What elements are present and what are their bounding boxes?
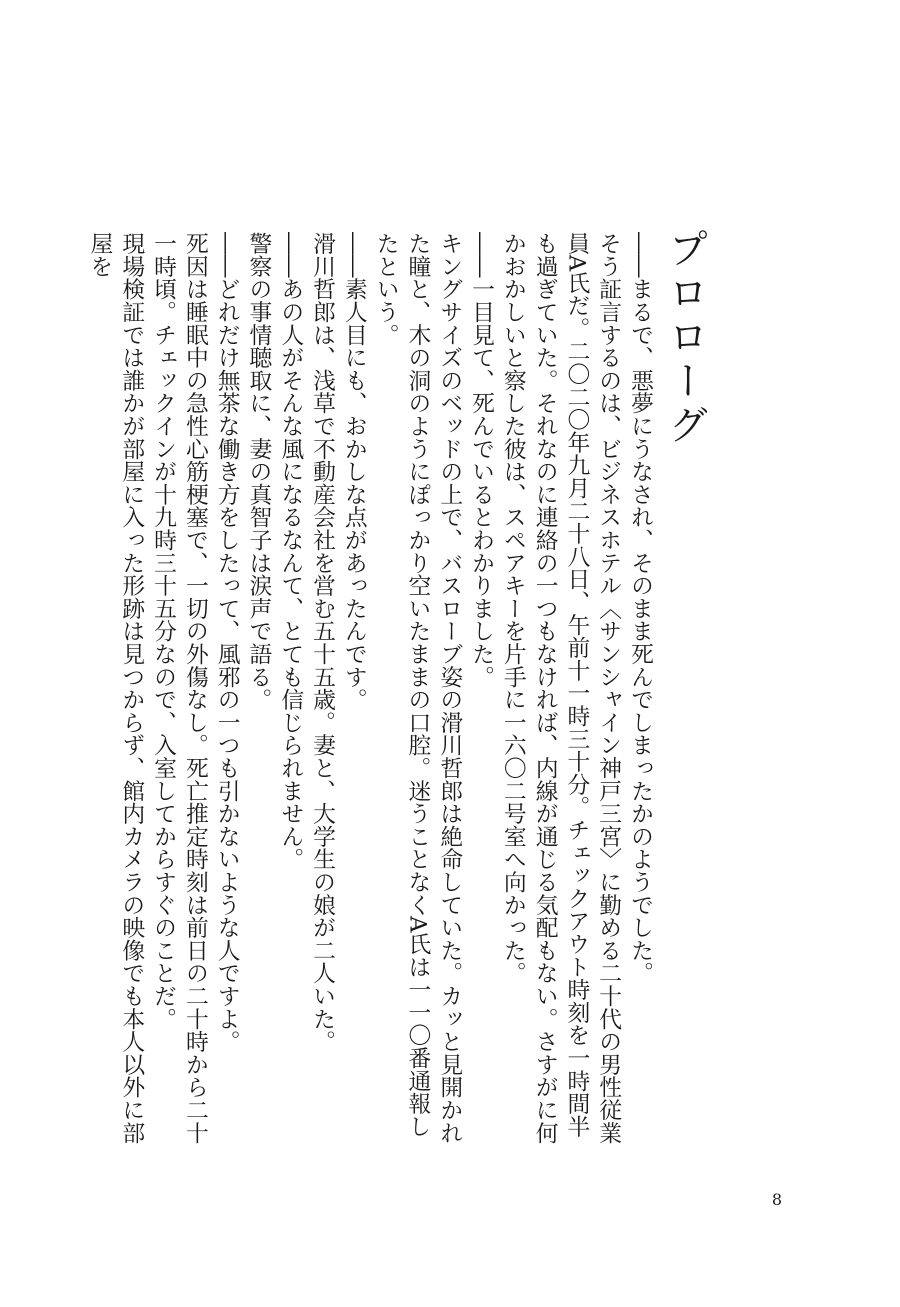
paragraph: 現場検証では誰かが部屋に入った形跡は見つからず、館内カメラの映像でも本人以外に部屋を [86, 232, 145, 1144]
paragraph: ――一目見て、死んでいるとわかりました。 [468, 232, 495, 688]
paragraph: ――素人目にも、おかしな点があったんです。 [340, 232, 367, 711]
paragraph: ――あの人がそんな風になるなんて、とても信じられません。 [277, 232, 304, 871]
paragraph: 死因は睡眠中の急性心筋梗塞で、一切の外傷なし。死亡推定時刻は前日の二十時から二十一時頃。チェックインが十九時三十五分なので、入室してからすぐのことだ。 [150, 232, 208, 1144]
paragraph: 警察の事情聴取に、妻の真智子は涙声で語る。 [245, 232, 272, 711]
paragraph: 滑川哲郎は、浅草で不動産会社を営む五十五歳。妻と、大学生の娘が二人いた。 [309, 232, 336, 1053]
paragraph: ――まるで、悪夢にうなされ、そのまま死んでしまったかのようでした。 [627, 232, 653, 985]
paragraph: ――どれだけ無茶な働き方をしたって、風邪の一つも引かないような人ですよ。 [213, 232, 240, 1053]
paragraph: そう証言するのは、ビジネスホテル〈サンシャイン神戸三宮〉に勤める二十代の男性従業員A氏だ。二〇二〇年九月二十八日、午前十一時三十分。チェックアウト時刻を一時間半も過ぎていた。それなのに連絡の一つもなければ、内線が通じる気配もない。さすがに何かおかしいと察した彼は、スペアキーを片手に一六〇二号室へ向かった。 [499, 232, 622, 1144]
paragraph: キングサイズのベッドの上で、バスローブ姿の滑川哲郎は絶命していた。カッと見開かれた瞳と、木の洞のようにぽっかり空いたままの口腔。迷うことなくA氏は一一〇番通報したという。 [372, 232, 463, 1144]
chapter-title: プロローグ [662, 228, 708, 448]
page-number: 8 [771, 1190, 782, 1209]
body-text [86, 232, 655, 1152]
